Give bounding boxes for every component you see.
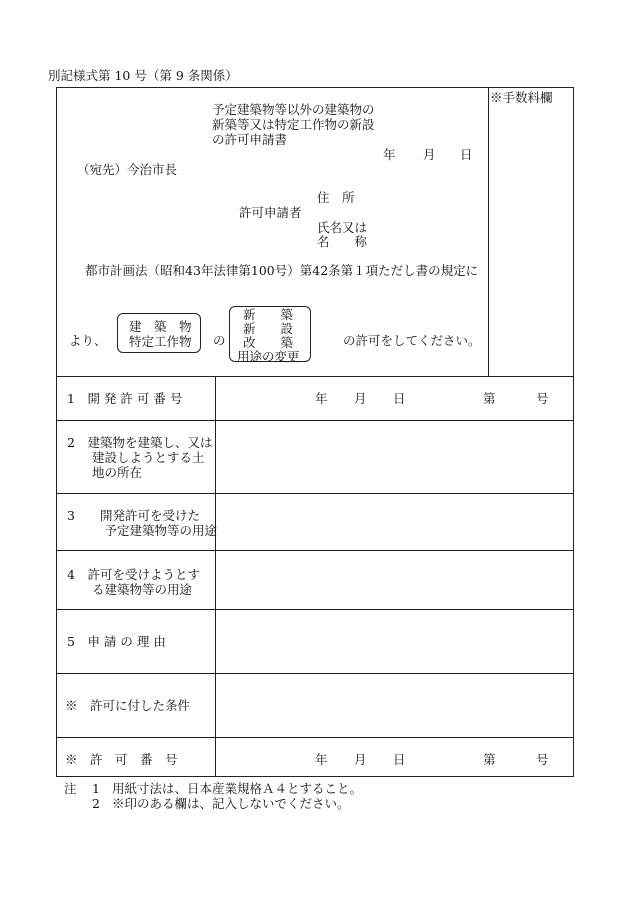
row-7-number-suffix: 号 bbox=[536, 752, 549, 767]
fee-label: ※手数料欄 bbox=[490, 90, 553, 105]
applicant-name-label-2: 名 称 bbox=[317, 234, 368, 249]
row-divider bbox=[57, 420, 573, 421]
row-divider bbox=[57, 376, 573, 377]
row-1-year: 年 bbox=[315, 391, 328, 406]
applicant-name-label-1: 氏名又は bbox=[317, 220, 368, 235]
row-5-label: 5 申 請 の 理 由 bbox=[67, 634, 166, 649]
date-year-label: 年 bbox=[383, 147, 396, 162]
statement-prefix: より、 bbox=[69, 333, 107, 348]
note-prefix: 注 bbox=[64, 781, 77, 796]
applicant-address-label: 住 所 bbox=[317, 190, 355, 205]
header-note: 別記様式第 10 号（第 9 条関係） bbox=[48, 68, 238, 83]
row-4-label-2: る建築物等の用途 bbox=[67, 582, 193, 597]
date-day-label: 日 bbox=[460, 147, 473, 162]
row-divider bbox=[57, 609, 573, 610]
form-title-line-3: の許可申請書 bbox=[212, 132, 288, 147]
row-2-label-3: 地の所在 bbox=[67, 465, 143, 480]
applicant-label: 許可申請者 bbox=[239, 205, 302, 220]
note-2-text: ※印のある欄は、記入しないでください。 bbox=[112, 796, 350, 811]
row-divider bbox=[57, 737, 573, 738]
row-divider bbox=[57, 550, 573, 551]
note-1-text: 用紙寸法は、日本産業規格Ａ４とすること。 bbox=[112, 781, 363, 796]
row-3-label-2: 予定建築物等の用途 bbox=[67, 523, 218, 538]
row-7-number-prefix: 第 bbox=[483, 752, 496, 767]
option-new-establishment: 新 設 bbox=[243, 321, 294, 336]
option-building: 建 築 物 bbox=[129, 319, 192, 334]
option-change-of-use: 用途の変更 bbox=[237, 349, 300, 364]
option-new-construction: 新 築 bbox=[243, 307, 294, 322]
row-1-day: 日 bbox=[393, 391, 406, 406]
row-2-label-2: 建設しようとする土 bbox=[67, 450, 205, 465]
row-7-year: 年 bbox=[315, 752, 328, 767]
date-month-label: 月 bbox=[423, 147, 436, 162]
row-1-number-prefix: 第 bbox=[483, 391, 496, 406]
note-2-number: 2 bbox=[92, 796, 100, 811]
row-3-label-1: 3 開発許可を受けた bbox=[67, 508, 200, 523]
option-reconstruction: 改 築 bbox=[243, 335, 294, 350]
addressee: （宛先）今治市長 bbox=[77, 162, 178, 177]
row-7-day: 日 bbox=[393, 752, 406, 767]
row-2-label-1: 2 建築物を建築し、又は bbox=[67, 435, 213, 450]
row-4-label-1: 4 許可を受けようとす bbox=[67, 567, 200, 582]
row-1-month: 月 bbox=[354, 391, 367, 406]
fee-column-divider bbox=[488, 88, 489, 376]
form-title-line-2: 新築等又は特定工作物の新設 bbox=[212, 117, 375, 132]
label-column-divider bbox=[215, 376, 216, 776]
statement-line-1: 都市計画法（昭和43年法律第100号）第42条第１項ただし書の規定に bbox=[85, 263, 479, 278]
option-specified-structure: 特定工作物 bbox=[129, 334, 192, 349]
row-7-month: 月 bbox=[354, 752, 367, 767]
connector-no: の bbox=[213, 333, 226, 348]
row-7-label: ※ 許 可 番 号 bbox=[65, 752, 178, 767]
row-divider bbox=[57, 493, 573, 494]
row-6-label: ※ 許可に付した条件 bbox=[65, 698, 191, 713]
form-title-line-1: 予定建築物等以外の建築物の bbox=[212, 102, 375, 117]
row-1-number-suffix: 号 bbox=[536, 391, 549, 406]
application-form bbox=[56, 87, 574, 777]
note-1-number: 1 bbox=[92, 781, 100, 796]
row-1-label: 1 開 発 許 可 番 号 bbox=[67, 391, 183, 406]
row-divider bbox=[57, 673, 573, 674]
statement-suffix: の許可をしてください。 bbox=[343, 333, 481, 348]
